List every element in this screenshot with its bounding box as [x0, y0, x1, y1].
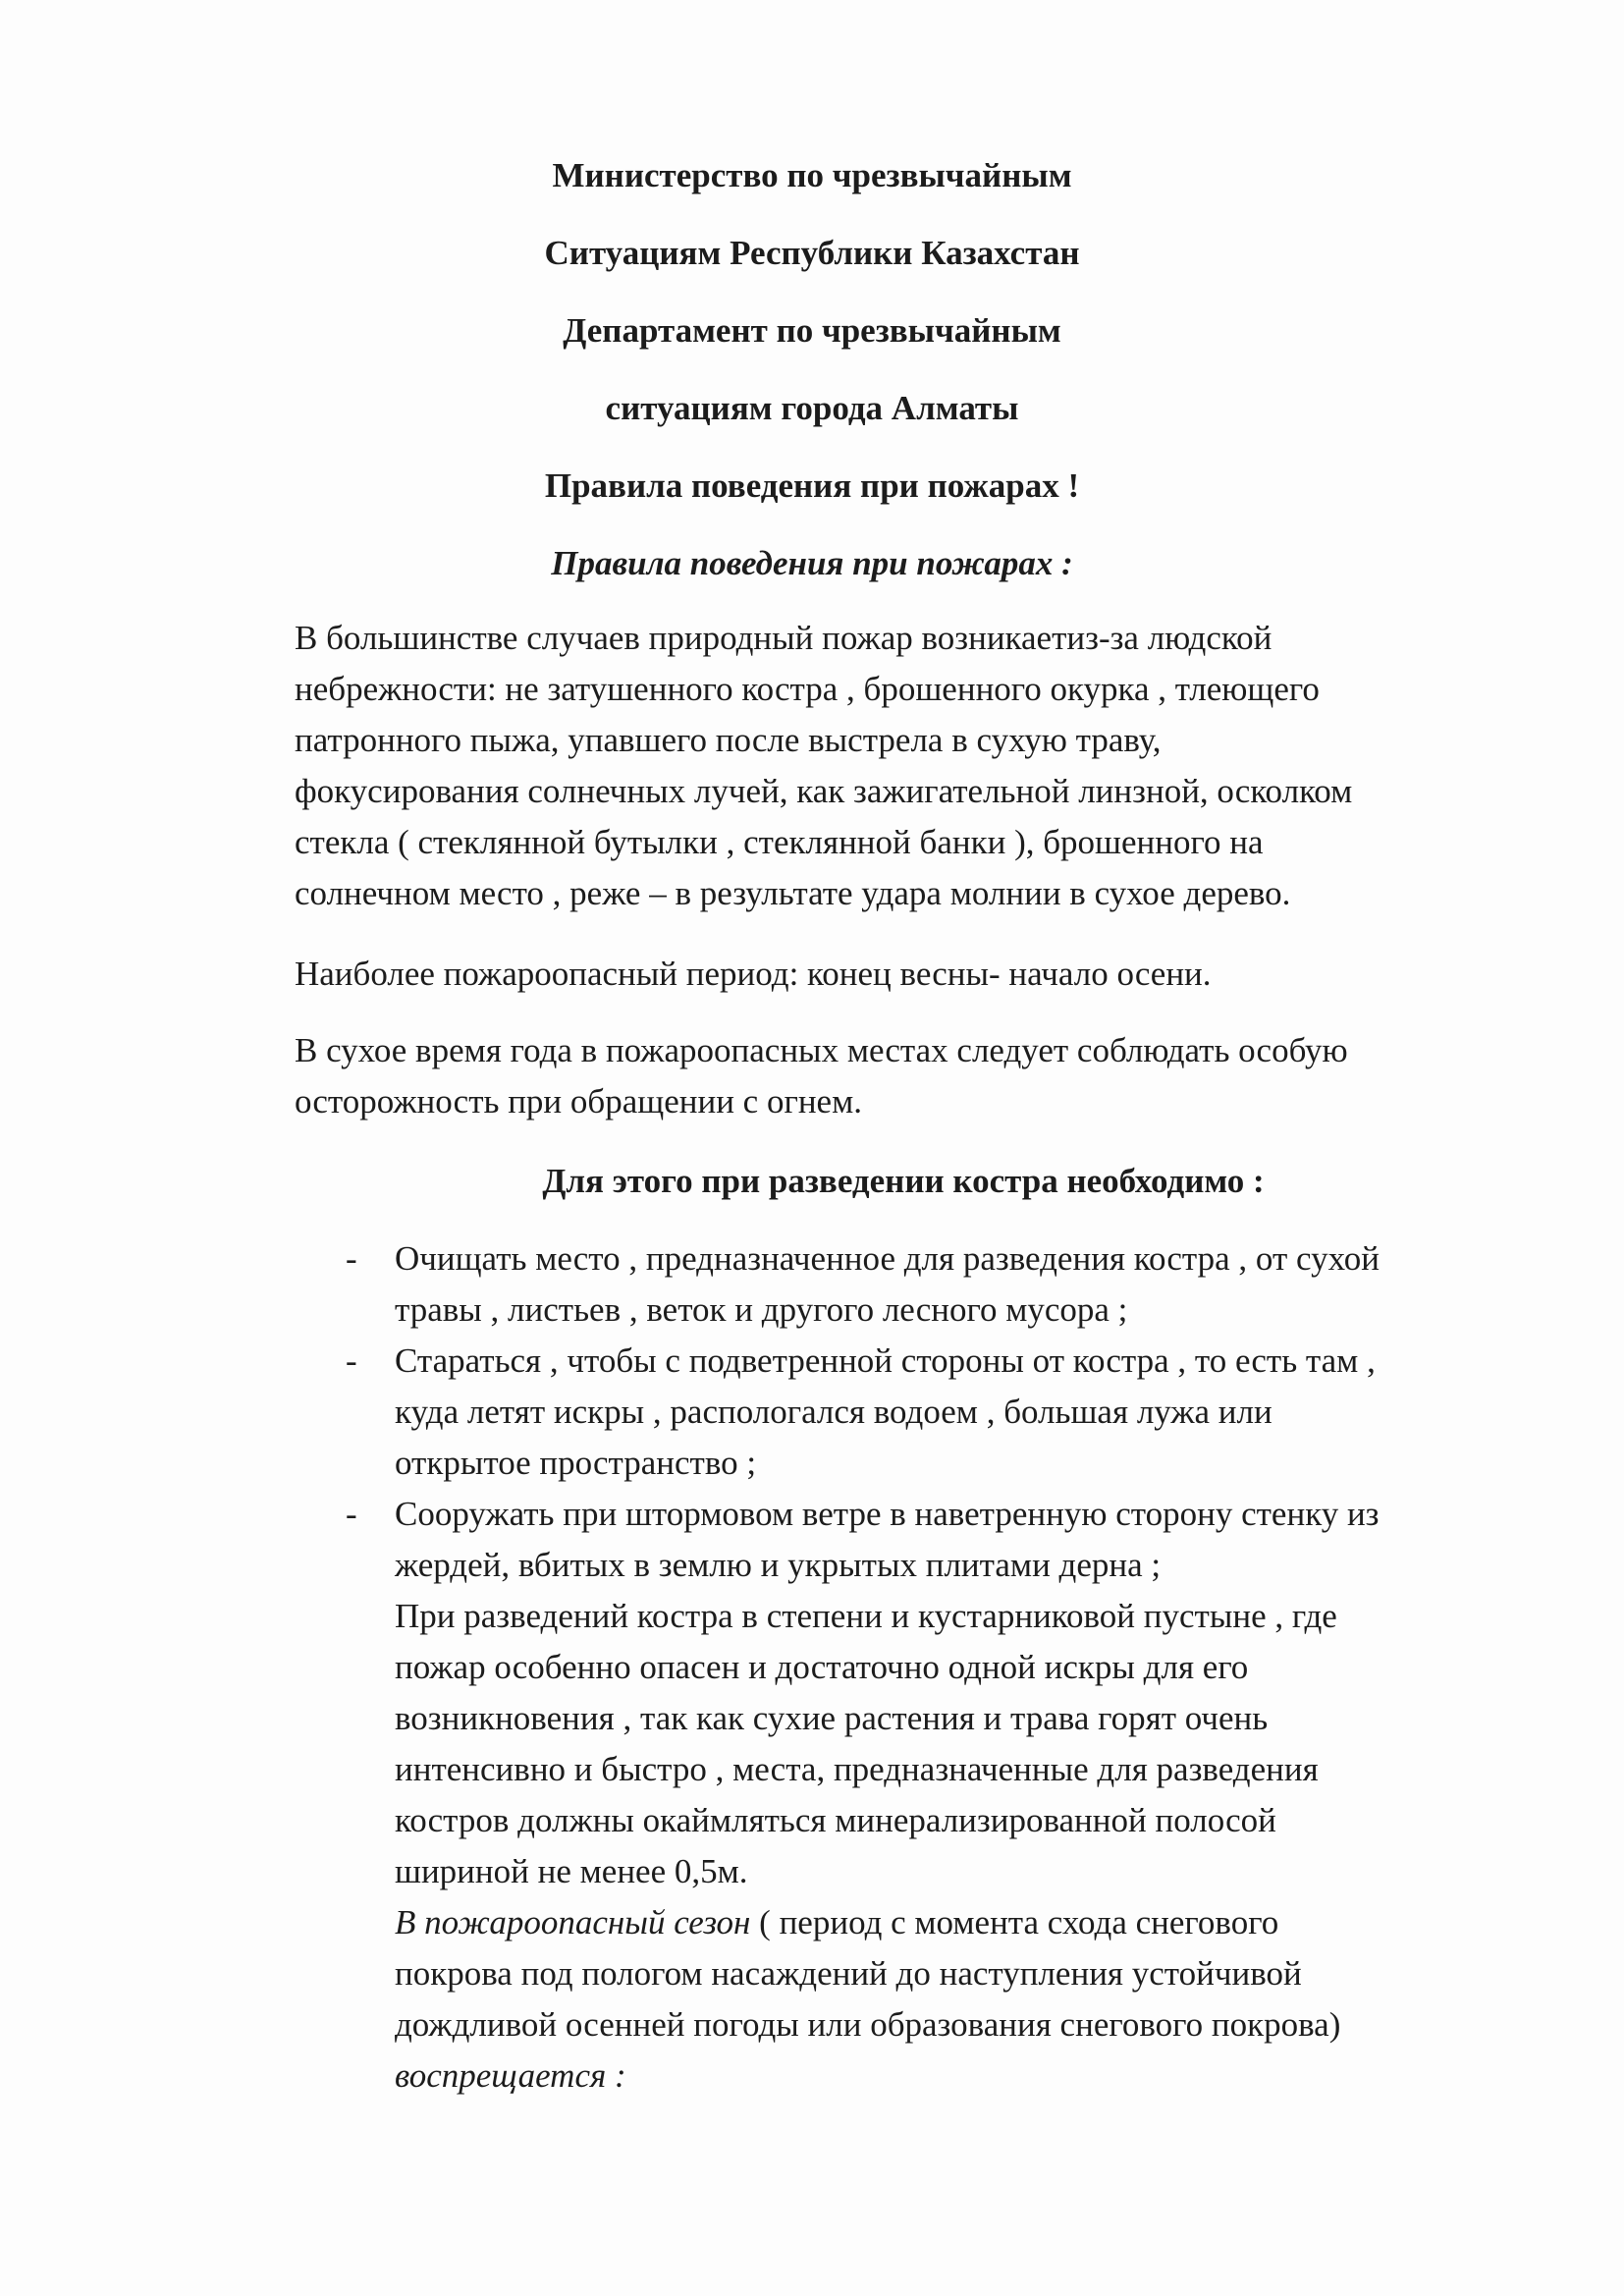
season-line: покрова под пологом насаждений до наступления устойчивой — [395, 1954, 1302, 1993]
department-heading-line2: ситуациям города Алматы — [605, 389, 1019, 427]
intro-line: стекла ( стеклянной бутылки , стеклянной банки ), брошенного на — [295, 823, 1264, 861]
bullet-marker: - — [346, 1495, 357, 1533]
steppe-paragraph — [395, 1591, 1524, 1897]
intro-line: фокусирования солнечных лучей, как зажигательной линзной, осколком — [295, 772, 1353, 810]
period-paragraph: Наиболее пожароопасный период: конец весны- начало осени. — [295, 955, 1212, 993]
intro-line: В большинстве случаев природный пожар возникаетиз-за людской — [295, 619, 1272, 657]
bullet-item-windbreak — [395, 1489, 1524, 1591]
steppe-line: интенсивно и быстро , места, предназначенные для разведения — [395, 1750, 1319, 1788]
document-title: Правила поведения при пожарах ! — [544, 466, 1080, 505]
caution-line: осторожность при обращении с огнем. — [295, 1082, 862, 1121]
caution-line: В сухое время года в пожароопасных местах следует соблюдать особую — [295, 1031, 1348, 1069]
intro-line: небрежности: не затушенного костра , брошенного окурка , тлеющего — [295, 670, 1320, 708]
intro-line: патронного пыжа, упавшего после выстрела в сухую траву, — [295, 721, 1162, 759]
document-subtitle: Правила поведения при пожарах : — [551, 544, 1073, 582]
season-line — [395, 1897, 1524, 1948]
season-prohibited-label: воспрещается : — [395, 2056, 626, 2095]
bullet-line: Сооружать при штормовом ветре в наветренную сторону стенку из — [395, 1495, 1380, 1533]
department-heading-line1: Департамент по чрезвычайным — [563, 311, 1061, 350]
steppe-line: возникновения , так как сухие растения и трава горят очень — [395, 1699, 1269, 1737]
bullet-line: открытое пространство ; — [395, 1444, 757, 1482]
bullet-line: Очищать место , предназначенное для разведения костра , от сухой — [395, 1239, 1380, 1278]
bullet-line: Стараться , чтобы с подветренной стороны от костра , то есть там , — [395, 1341, 1376, 1380]
bullet-line: куда летят искры , распологался водоем , большая лужа или — [395, 1393, 1272, 1431]
season-paragraph — [395, 1897, 1524, 2102]
bullet-item-leeward — [395, 1336, 1524, 1489]
steppe-line: шириной не менее 0,5м. — [395, 1852, 748, 1890]
intro-line: солнечном место , реже – в результате удара молнии в сухое дерево. — [295, 874, 1291, 912]
bullet-marker: - — [346, 1239, 357, 1278]
bullet-marker: - — [346, 1341, 357, 1380]
season-line: дождливой осенней погоды или образования снегового покрова) — [395, 2005, 1341, 2044]
bullet-line: травы , листьев , веток и другого лесного мусора ; — [395, 1290, 1128, 1329]
ministry-heading-line2: Ситуациям Республики Казахстан — [544, 234, 1080, 272]
bullet-item-clear-area — [395, 1233, 1524, 1336]
season-italic-lead: В пожароопасный сезон — [395, 1903, 751, 1941]
steppe-line: пожар особенно опасен и достаточно одной искры для его — [395, 1648, 1249, 1686]
steppe-line: костров должны окаймляться минерализированной полосой — [395, 1801, 1276, 1839]
ministry-heading-line1: Министерство по чрезвычайным — [552, 156, 1072, 194]
campfire-heading: Для этого при разведении костра необходимо : — [542, 1162, 1265, 1200]
season-line-rest: ( период с момента схода снегового — [750, 1903, 1279, 1941]
intro-paragraph — [295, 613, 1522, 919]
caution-paragraph — [295, 1025, 1522, 1127]
bullet-line: жердей, вбитых в землю и укрытых плитами дерна ; — [395, 1546, 1162, 1584]
steppe-line: При разведений костра в степени и кустарниковой пустыне , где — [395, 1597, 1337, 1635]
